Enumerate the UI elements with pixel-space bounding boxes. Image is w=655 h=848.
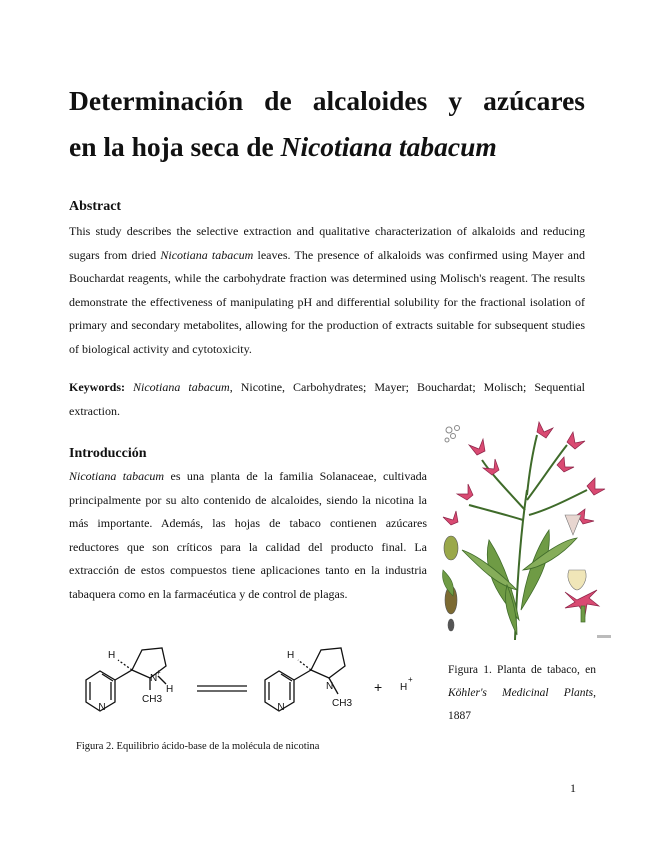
right-ring-link (294, 670, 311, 680)
plant-detail-open-flower (565, 590, 599, 622)
figure-1-caption-year: , 1887 (448, 687, 596, 722)
title-line-2-prefix: en la hoja seca de (69, 131, 281, 162)
left-h-atom: H (108, 650, 116, 661)
left-ch3-group: CH3 (142, 694, 163, 705)
right-pyrrolidine-ring (311, 648, 345, 678)
abstract-heading: Abstract (69, 199, 122, 214)
plant-detail-flower-cross-section (565, 515, 586, 590)
proton-charge: + (408, 675, 413, 684)
introduccion-heading: Introducción (69, 446, 147, 461)
page-number: 1 (570, 781, 576, 795)
tobacco-plant-illustration (437, 420, 617, 642)
figure-1-caption (448, 659, 596, 728)
right-h-atom: H (287, 650, 295, 661)
paper-title (69, 78, 585, 170)
left-pyrrolidinium-ring (132, 648, 166, 678)
plant-stems (469, 435, 587, 640)
left-ring-link (115, 670, 132, 680)
right-ch3-group: CH3 (332, 698, 353, 709)
intro-species-name: Nicotiana tabacum (69, 469, 165, 483)
nicotine-equilibrium-diagram (62, 630, 432, 735)
intro-text-body: es una planta de la familia Solanaceae, cultivada principalmente por su alto contenido de alcaloides, siendo la nicotina la más importante. Además, las hojas de tabaco contienen azúcares reductores que son críticos para la calidad del producto final. La extracción de estos compuestos tiene aplicaciones tanto en la industria tabaquera como en la farmacéutica y de control de plagas. (69, 469, 427, 601)
figure-1-caption-line-1: Figura 1. Planta de tabaco, en (448, 664, 596, 676)
title-species-name: Nicotiana tabacum (280, 131, 497, 162)
left-n-atom: N (98, 702, 106, 713)
abstract-text-part-2: leaves. The presence of alkaloids was confirmed using Mayer and Bouchardat reagents, while the carbohydrate fraction was determined using Molisch's reagent. The results demonstrate the effectiveness of manipulating pH and differential solubility for the fractional isolation of primary and secondary metabolites, allowing for the production of extracts suitable for subsequent studies of biological activity and cytotoxicity. (69, 247, 585, 356)
title-line-2 (69, 124, 585, 170)
title-line-1: Determinación de alcaloides y azúcares (69, 85, 585, 116)
abstract-text-part-1: This study describes the selective extraction and qualitative characterization of alkaloids and reducing sugars from dried (69, 224, 585, 262)
keywords-list: , Nicotine, Carbohydrates; Mayer; Bouchardat; Molisch; Sequential extraction. (69, 380, 585, 418)
keywords-label: Keywords: (69, 380, 125, 394)
abstract-text (69, 220, 585, 361)
proton-symbol: H (400, 682, 408, 693)
abstract-species-name: Nicotiana tabacum (160, 247, 254, 262)
keywords-species-name: Nicotiana tabacum (133, 380, 230, 394)
plant-illustration-mark (597, 635, 611, 638)
keywords (69, 376, 585, 423)
figure-2-caption: Figura 2. Equilibrio ácido-base de la molécula de nicotina (76, 741, 320, 752)
products-plus-sign: + (374, 679, 383, 695)
left-n-charge: + (156, 668, 161, 677)
plant-small-buds (445, 426, 460, 443)
left-n-h-atom: H (166, 684, 174, 695)
left-n-plus-atom: N (150, 673, 158, 684)
introduccion-text (69, 465, 427, 606)
right-n-amine: N (326, 681, 334, 692)
figure-1-caption-source: Köhler's Medicinal Plants (448, 687, 594, 699)
right-n-atom: N (277, 702, 285, 713)
